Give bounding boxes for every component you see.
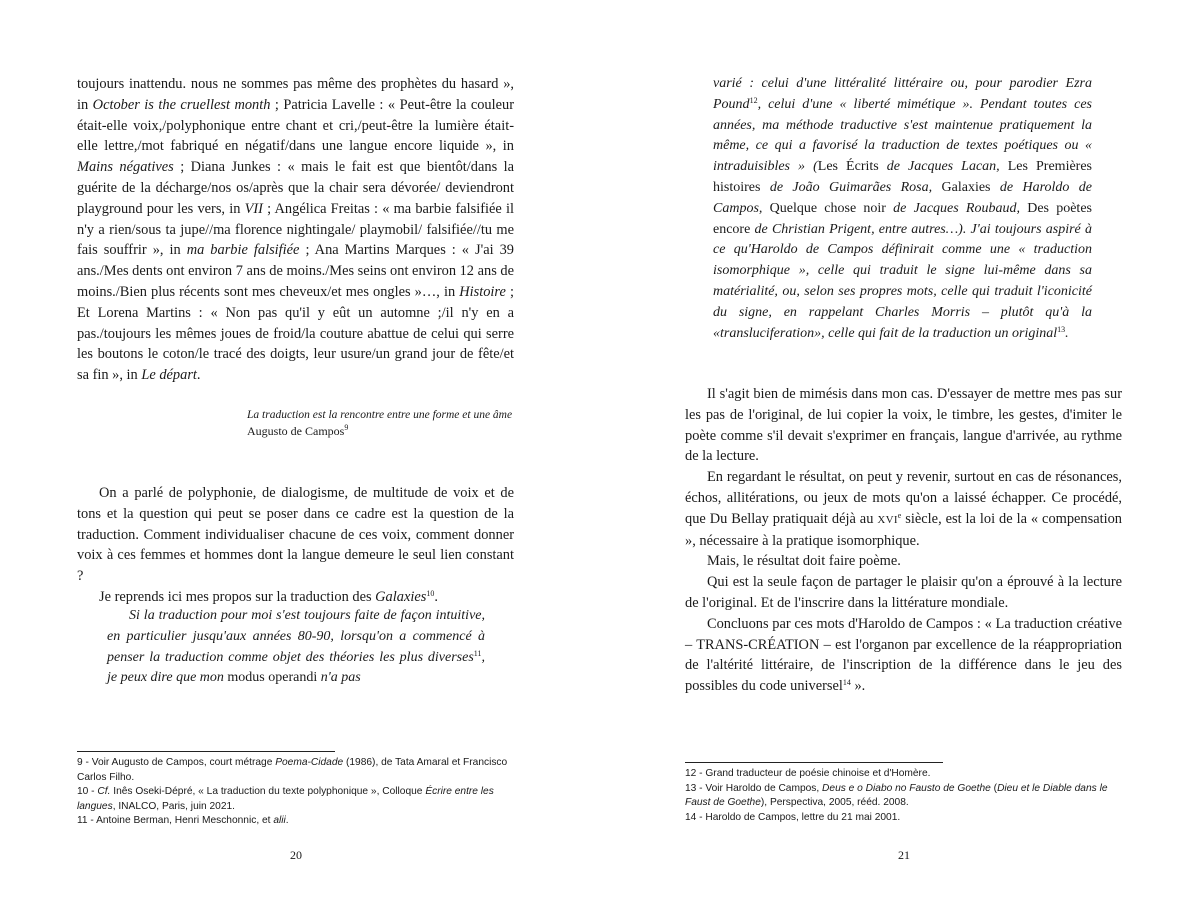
text-run: Concluons par ces mots d'Haroldo de Campos : « La traduction créative – TRANS-CRÉATION – est l'organon par excellence de la réappropriation de l'altérité littéraire, de l'inscription de la différence dans le jeu des possibles du code universel <box>685 615 1122 695</box>
text-run: 13 - Voir Haroldo de Campos, <box>685 782 823 794</box>
book-title: Le départ <box>141 367 197 384</box>
text-run: . <box>1065 325 1069 341</box>
book-title: VII <box>244 200 263 217</box>
century-numeral: XVI <box>877 513 898 526</box>
footnote-14: 14 - Haroldo de Campos, lettre du 21 mai 2001. <box>685 811 901 823</box>
text-run: , celui d'une « liberté mimétique ». Pendant toutes ces années, ma méthode traductive s'est maintenue pratiquement la même, ce qui a favorisé la traduction de textes poétiques ou « intraduisibles » ( <box>713 96 1092 175</box>
text-run: , je peux dire que mon <box>107 649 485 686</box>
text-run: ». <box>850 678 866 695</box>
text-run: 10 - <box>77 786 98 797</box>
text-run: ; Et Lorena Martins : « Non pas qu'il y eût un automne ;/il n'y en a pas./toujours les mêmes joues de froid/la couture abattue de celui qui serre les boutons le coton/le tracé des doigts, leur usure/un grand jour de fête/et sa fin », in <box>77 283 514 384</box>
footnote-ref: 13 <box>1057 324 1066 334</box>
text-run: Inês Oseki-Dépré, « La traduction du texte polyphonique », Colloque <box>110 786 426 797</box>
ordinal-suffix: e <box>897 510 902 520</box>
book-title: October is the cruellest month <box>92 96 271 113</box>
text-run: de João Guimarães Rosa, <box>760 179 942 195</box>
book-title: Mains négatives <box>77 159 174 176</box>
text-run: de Jacques Roubaud, <box>885 200 1028 216</box>
text-run: varié : celui d'une littéralité littéraire ou, pour parodier Ezra Pound <box>713 76 1092 112</box>
paragraph-conclusion <box>685 614 1122 697</box>
book-title: Galaxies <box>375 588 427 605</box>
text-run: de Christian Prigent, entre autres…). J'ai toujours aspiré à ce qu'Haroldo de Campos définirait comme une « traduction isomorphique », celle qui traduit le signe lui-même dans sa matérialité, ou, selon ses propres mots, celle qui traduit l'iconicité du signe, en rappelant Charles Morris – plutôt qu'à la «transluciferation», celle qui fait de la traduction un original <box>713 221 1092 341</box>
text-run: ; Angélica Freitas : « ma barbie falsifiée il n'y a rien/sous ta jupe//ma florence nightingale/ playmobil/ falsifiée//tu me fais souffrir », in <box>77 200 514 259</box>
book-title: Les Écrits <box>817 159 879 175</box>
footnote-ref: 10 <box>426 588 435 598</box>
paragraph-mimesis: Il s'agit bien de mimésis dans mon cas. D'essayer de mettre mes pas sur les pas de l'original, de lui copier la voix, le timbre, les gestes, d'imiter le poète comme s'il devait s'exprimer en français, langue d'arrivée, au rythme de la lecture. <box>685 386 1122 465</box>
text-run: ; Ana Martins Marques : « J'ai 39 ans./Mes dents ont environ 7 ans de moins./Mes seins ont environ 12 ans de moins./Bien plus récents sont mes cheveux/et mes ongles »…, in <box>77 242 514 300</box>
book-title: Deus e o Diabo no Fausto de Goethe <box>822 782 991 794</box>
page-number: 20 <box>290 848 302 862</box>
text-run: ; Diana Junkes : « mais le fait est que bientôt/dans la guérite de la décharge/nos os/après que la chair sera dévorée/ deviendront playground pour les vers, in <box>77 159 514 217</box>
text-run: ), Perspectiva, 2005, rééd. 2008. <box>760 797 909 808</box>
book-title: Les Premières histoires <box>713 159 1092 195</box>
book-title: Galaxies <box>941 179 991 195</box>
body-paragraphs <box>685 384 1122 697</box>
text-run: n'a pas <box>317 670 361 686</box>
footnote-13 <box>685 782 1122 811</box>
epigraph-quote: La traduction est la rencontre entre une forme et une âme <box>247 409 513 421</box>
text-run: alii <box>273 815 286 826</box>
text-run: . <box>196 367 201 384</box>
book-title: Dieu et le Diable dans le Faust de Goethe <box>685 782 1108 808</box>
paragraph-compensation <box>685 467 1122 551</box>
text-run: Je reprends ici mes propos sur la traduction des <box>99 588 376 605</box>
text-run: de Jacques Lacan, <box>878 159 1008 175</box>
latin-term: modus operandi <box>227 670 318 686</box>
paragraph-plaisir: Qui est la seule façon de partager le plaisir qu'on a éprouvé à la lecture de l'original. Et de l'inscrire dans la littérature mondiale. <box>685 574 1122 611</box>
footnote-rule <box>685 762 943 763</box>
book-title: Quelque chose noir <box>769 200 886 216</box>
paragraph-poeme: Mais, le résultat doit faire poème. <box>707 553 901 570</box>
paragraph-polyphony: On a parlé de polyphonie, de dialogisme, de multitude de voix et de tons et la question qui peut se poser dans ce cadre est la question de la traduction. Comment individualiser chacune de ces voix, comment donner voix à ces femmes et hommes dont la langue demeure le seul lien constant ? <box>77 485 514 585</box>
book-title: ma barbie falsifiée <box>186 242 300 259</box>
text-run: de Haroldo de Campos, <box>713 179 1092 216</box>
text-run: 9 - Voir Augusto de Campos, court métrage <box>77 757 276 768</box>
book-title: Des poètes encore <box>713 200 1092 237</box>
text-run: ( <box>990 782 998 794</box>
epigraph-author: Augusto de Campos <box>247 424 345 438</box>
text-run: . <box>285 815 289 826</box>
page-number: 21 <box>898 848 910 862</box>
text-run: Si la traduction pour moi s'est toujours faite de façon intuitive, en particulier jusqu'aux années 80-90, lorsqu'on a commencé à penser la traduction comme objet des théories les plus diverses <box>107 608 485 665</box>
footnote-ref: 11 <box>473 648 482 658</box>
text-run: toujours inattendu. nous ne sommes pas même des prophètes du hasard », in <box>77 76 514 113</box>
footnote-ref: 9 <box>344 423 349 432</box>
text-run: , INALCO, Paris, juin 2021. <box>112 800 235 812</box>
text-run: Cf. <box>97 786 111 797</box>
book-title: Histoire <box>459 283 506 300</box>
footnote-12: 12 - Grand traducteur de poésie chinoise et d'Homère. <box>685 768 931 779</box>
colloque-title: Écrire entre les langues <box>77 786 494 812</box>
text-run: siècle, est la loi de la « compensation », nécessaire à la pratique isomorphique. <box>685 510 1122 549</box>
footnotes <box>685 767 1122 825</box>
text-run: . <box>434 588 438 605</box>
text-run: (1986), de Tata Amaral et Francisco Carlos Filho. <box>77 757 508 783</box>
text-run: En regardant le résultat, on peut y revenir, surtout en cas de résonances, échos, allitérations, ou jeux de mots qu'on a laissé échapper. Ce procédé, que Du Bellay pratiquait déjà au <box>685 469 1122 527</box>
footnote-ref: 12 <box>749 95 758 105</box>
text-run: ; Patricia Lavelle : « Peut-être la couleur était-elle voix,/polyphonique entre chant et cri,/peut-être la lumière était-elle lettre,/mot fabriqué en négatif/dans une langue encore liquide », in <box>77 96 514 155</box>
footnote-ref: 14 <box>842 678 851 688</box>
block-quote-continued <box>713 74 1092 344</box>
text-run: 11 - Antoine Berman, Henri Meschonnic, et <box>77 815 274 826</box>
film-title: Poema-Cidade <box>275 757 344 768</box>
